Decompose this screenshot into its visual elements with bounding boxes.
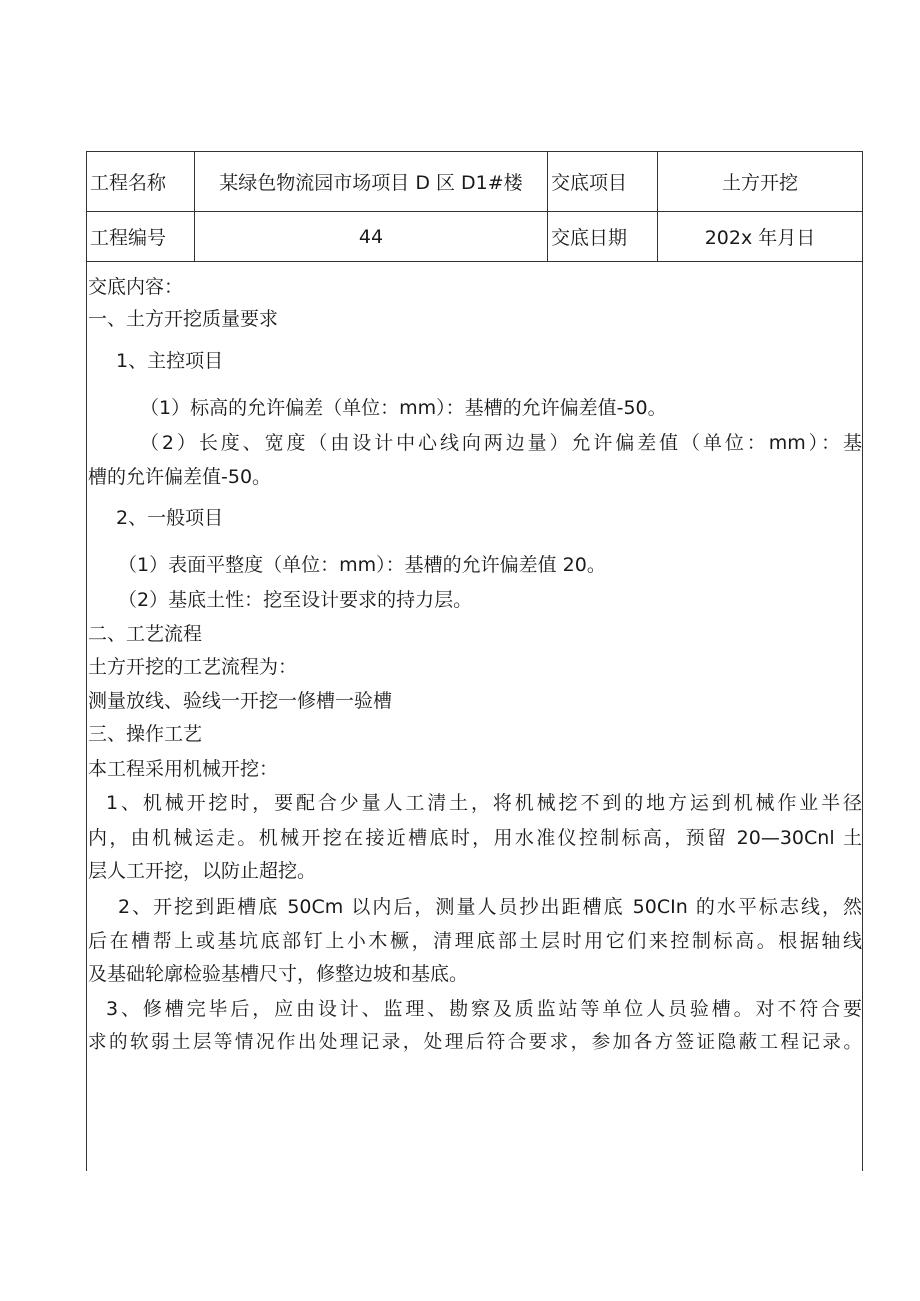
section-1-2-item-b: （2）基底土性：挖至设计要求的持力层。: [118, 589, 473, 611]
section-2-flow: 测量放线、验线一开挖一修槽一验槽: [88, 690, 393, 712]
section-1-1-item-b-line-2: 槽的允许偏差值-50。: [88, 466, 272, 488]
section-3-title: 三、操作工艺: [88, 723, 203, 745]
header-row-2: [87, 212, 863, 262]
paragraph-3-line-1: 3、修槽完毕后，应由设计、监理、勘察及质监站等单位人员验槽。对不符合要: [106, 998, 862, 1020]
section-3-text: 本工程采用机械开挖：: [88, 758, 279, 780]
disclosure-item-value: 土方开挖: [658, 152, 863, 212]
paragraph-1-line-3: 层人工开挖，以防止超挖。: [88, 860, 317, 882]
header-row-1: [87, 152, 863, 212]
paragraph-2-line-2: 后在槽帮上或基坑底部钉上小木橛，清理底部土层时用它们来控制标高。根据轴线: [88, 930, 862, 952]
section-2-text: 土方开挖的工艺流程为：: [88, 656, 298, 678]
paragraph-2-line-1: 2、开挖到距槽底 50Cm 以内后，测量人员抄出距槽底 50CIn 的水平标志线，然: [118, 896, 862, 918]
paragraph-2-line-3: 及基础轮廓检验基槽尺寸，修整边坡和基底。: [88, 963, 469, 985]
content-intro: 交底内容：: [88, 276, 184, 298]
paragraph-3-line-2: 求的软弱土层等情况作出处理记录，处理后符合要求，参加各方签证隐蔽工程记录。: [88, 1032, 862, 1053]
project-no-label: 工程编号: [87, 212, 195, 262]
section-1-1-item-b-line-1: （2）长度、宽度（由设计中心线向两边量）允许偏差值（单位：mm）：基: [140, 432, 862, 454]
section-1-title: 一、土方开挖质量要求: [88, 308, 279, 330]
section-1-2-heading: 2、一般项目: [116, 507, 224, 529]
project-name-label: 工程名称: [87, 152, 195, 212]
project-no-value: 44: [195, 212, 548, 262]
paragraph-1-line-1: 1、机械开挖时，要配合少量人工清土，将机械挖不到的地方运到机械作业半径: [106, 792, 862, 814]
section-1-1-item-a: （1）标高的允许偏差（单位：mm）：基槽的允许偏差值-50。: [140, 397, 667, 419]
section-2-title: 二、工艺流程: [88, 623, 203, 645]
section-1-1-heading: 1、主控项目: [116, 350, 224, 372]
project-name-value: 某绿色物流园市场项目 D 区 D1#楼: [195, 152, 548, 212]
disclosure-date-value: 202x 年月日: [658, 212, 863, 262]
paragraph-1-line-2: 内，由机械运走。机械开挖在接近槽底时，用水准仪控制标高，预留 20—30Cnl 土: [88, 827, 862, 849]
header-table: [86, 151, 863, 262]
section-1-2-item-a: （1）表面平整度（单位：mm）：基槽的允许偏差值 20。: [118, 554, 606, 576]
disclosure-date-label: 交底日期: [548, 212, 658, 262]
disclosure-item-label: 交底项目: [548, 152, 658, 212]
